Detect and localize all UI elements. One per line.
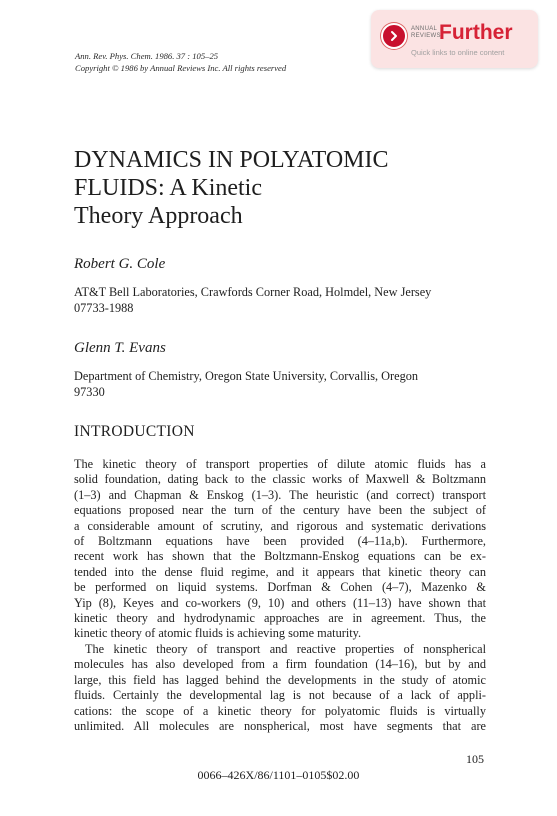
author-name: Glenn T. Evans bbox=[74, 340, 166, 356]
title-line: FLUIDS: A Kinetic bbox=[74, 175, 263, 201]
paragraph-line: recent work has shown that the Boltzmann-Enskog equations can be ex- bbox=[74, 549, 486, 564]
article-title bbox=[74, 146, 389, 230]
paragraph-line: equations proposed near the turn of the century have been the subject of bbox=[74, 503, 486, 518]
article-code: 0066–426X/86/1101–0105$02.00 bbox=[197, 768, 360, 782]
annual-reviews-logo-text: ANNUAL REVIEWS bbox=[411, 26, 441, 39]
paragraph-line: of Boltzmann equations have been provided (4–11a,b). Furthermore, bbox=[74, 534, 486, 549]
paragraph-line: The kinetic theory of transport properties of dilute atomic fluids has a bbox=[74, 457, 486, 471]
paragraph-line: kinetic theory of atomic fluids is achieving some maturity. bbox=[74, 626, 362, 641]
copyright-notice: Copyright © 1986 by Annual Reviews Inc. All rights reserved bbox=[75, 63, 287, 73]
chevron-right-icon bbox=[381, 23, 407, 49]
body-text bbox=[74, 457, 486, 734]
author-affiliation bbox=[74, 368, 486, 400]
paragraph-line: a considerable amount of scrutiny, and rigorous and systematic derivations bbox=[74, 518, 486, 533]
quick-links-caption: Quick links to online content bbox=[411, 48, 505, 57]
author-name: Robert G. Cole bbox=[74, 256, 166, 272]
paragraph-line: unlimited. All molecules are nonspherical, most have segments that are bbox=[74, 718, 486, 733]
journal-citation: Ann. Rev. Phys. Chem. 1986. 37 : 105–25 bbox=[75, 51, 219, 61]
paragraph-line: molecules has also developed from a firm foundation (14–16), but by and bbox=[74, 657, 486, 672]
section-heading: INTRODUCTION bbox=[74, 423, 195, 440]
paragraph-line: (1–3) and Chapman & Enskog (1–3). The heuristic (and correct) transport bbox=[74, 487, 486, 502]
paragraph-line: large, this field has lagged behind the developments in the study of atomic bbox=[74, 672, 486, 687]
paragraph-line: cations: the scope of a kinetic theory for polyatomic fluids is virtually bbox=[74, 703, 486, 718]
affiliation-line: AT&T Bell Laboratories, Crawfords Corner Road, Holmdel, New Jersey bbox=[74, 285, 432, 299]
affiliation-line: Department of Chemistry, Oregon State University, Corvallis, Oregon bbox=[74, 369, 419, 383]
affiliation-line: 07733-1988 bbox=[74, 301, 134, 315]
paragraph-line: kinetic theory and hydrodynamic approaches are in agreement. Thus, the bbox=[74, 611, 486, 626]
further-links-badge[interactable] bbox=[371, 10, 538, 68]
title-line: Theory Approach bbox=[74, 203, 243, 229]
paragraph-line: be performed on liquid systems. Dorfman & Cohen (4–7), Mazenko & bbox=[74, 580, 486, 595]
further-logo-word: Further bbox=[439, 21, 513, 44]
paragraph-line: fluids. Certainly the developmental lag is not because of a lack of appli- bbox=[74, 688, 486, 703]
paragraph-line: tended into the dense fluid regime, and it appears that kinetic theory can bbox=[74, 564, 486, 579]
affiliation-line: 97330 bbox=[74, 385, 105, 399]
page-number: 105 bbox=[466, 752, 484, 766]
title-line: DYNAMICS IN POLYATOMIC bbox=[74, 147, 389, 173]
paragraph-line: The kinetic theory of transport and reactive properties of nonspherical bbox=[85, 641, 486, 656]
paragraph-line: solid foundation, dating back to the classic works of Maxwell & Boltzmann bbox=[74, 472, 486, 487]
author-affiliation bbox=[74, 284, 486, 316]
journal-header bbox=[75, 50, 286, 74]
paragraph-line: Yip (8), Keyes and co-workers (9, 10) and others (11–13) have shown that bbox=[74, 595, 486, 610]
